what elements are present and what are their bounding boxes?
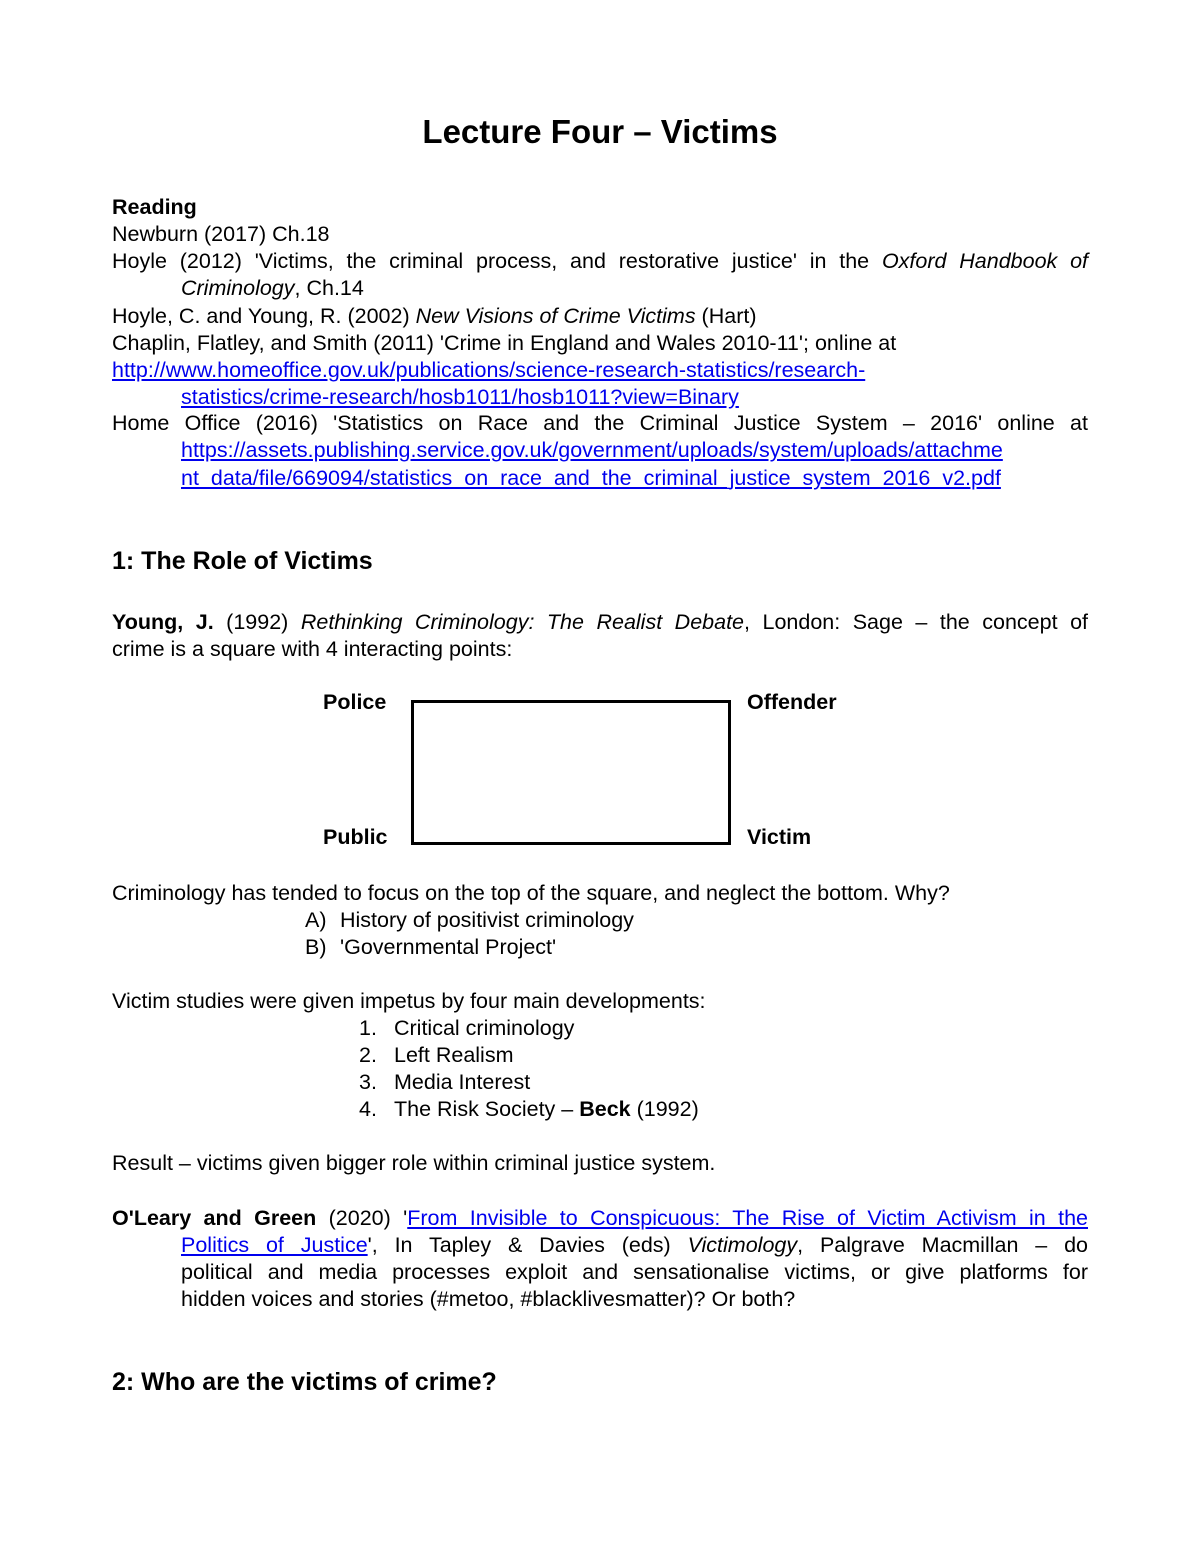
oleary-reference-line4: hidden voices and stories (#metoo, #blacklivesmatter)? Or both? bbox=[181, 1287, 796, 1311]
chaplin-link[interactable]: http://www.homeoffice.gov.uk/publications/science-research-statistics/research- bbox=[112, 358, 866, 382]
oleary-reference-line3: political and media processes exploit and sensationalise victims, or give platforms for bbox=[181, 1260, 1088, 1284]
oleary-link-cont[interactable]: Politics of Justice bbox=[181, 1233, 368, 1257]
list-marker: 3. bbox=[359, 1070, 377, 1094]
list-marker: 2. bbox=[359, 1043, 377, 1067]
list-item: The Risk Society – Beck (1992) bbox=[394, 1097, 699, 1121]
list-marker: 1. bbox=[359, 1016, 377, 1040]
list-item: B) bbox=[305, 935, 327, 959]
oleary-link[interactable]: From Invisible to Conspicuous: The Rise of Victim Activism in the bbox=[407, 1206, 1088, 1230]
result-text: Result – victims given bigger role within criminal justice system. bbox=[112, 1151, 716, 1175]
reference-hoyle-2012: Hoyle (2012) 'Victims, the criminal process, and restorative justice' in the Oxford Handbook of bbox=[112, 249, 1088, 273]
section-2-heading: 2: Who are the victims of crime? bbox=[112, 1368, 497, 1396]
oleary-reference-cont: Politics of Justice', In Tapley & Davies (eds) Victimology, Palgrave Macmillan – do bbox=[181, 1233, 1088, 1257]
chaplin-link-cont[interactable]: statistics/crime-research/hosb1011/hosb1011?view=Binary bbox=[181, 385, 739, 409]
developments-intro: Victim studies were given impetus by four main developments: bbox=[112, 989, 706, 1013]
list-item: Media Interest bbox=[394, 1070, 531, 1094]
focus-text: Criminology has tended to focus on the top of the square, and neglect the bottom. Why? bbox=[112, 881, 950, 905]
square-label-victim: Victim bbox=[747, 825, 812, 849]
young-reference-cont: crime is a square with 4 interacting points: bbox=[112, 637, 513, 661]
reference-chaplin: Chaplin, Flatley, and Smith (2011) 'Crime in England and Wales 2010-11'; online at bbox=[112, 331, 897, 355]
square-label-offender: Offender bbox=[747, 690, 837, 714]
list-item-text: 'Governmental Project' bbox=[340, 935, 557, 959]
list-marker: 4. bbox=[359, 1097, 377, 1121]
square-label-police: Police bbox=[323, 690, 387, 714]
crime-square bbox=[411, 700, 731, 845]
reference-hoyle-young: Hoyle, C. and Young, R. (2002) New Visions of Crime Victims (Hart) bbox=[112, 304, 757, 328]
square-label-public: Public bbox=[323, 825, 388, 849]
list-item: Critical criminology bbox=[394, 1016, 575, 1040]
reference-newburn: Newburn (2017) Ch.18 bbox=[112, 222, 330, 246]
home-office-link-cont[interactable]: nt_data/file/669094/statistics_on_race_and_the_criminal_justice_system_2016_v2.pdf bbox=[181, 466, 1001, 490]
reference-hoyle-2012-cont: Criminology, Ch.14 bbox=[181, 276, 364, 300]
list-item: Left Realism bbox=[394, 1043, 514, 1067]
list-item: A) bbox=[305, 908, 327, 932]
young-reference: Young, J. (1992) Rethinking Criminology: The Realist Debate, London: Sage – the concept of bbox=[112, 610, 1088, 634]
list-item-text: History of positivist criminology bbox=[340, 908, 634, 932]
reading-heading: Reading bbox=[112, 195, 197, 219]
section-1-heading: 1: The Role of Victims bbox=[112, 547, 373, 575]
page-title: Lecture Four – Victims bbox=[422, 113, 778, 150]
reference-home-office: Home Office (2016) 'Statistics on Race and the Criminal Justice System – 2016' online at bbox=[112, 411, 1088, 435]
home-office-link[interactable]: https://assets.publishing.service.gov.uk/government/uploads/system/uploads/attachme bbox=[181, 438, 1003, 462]
oleary-reference: O'Leary and Green (2020) 'From Invisible to Conspicuous: The Rise of Victim Activism in the bbox=[112, 1206, 1088, 1230]
